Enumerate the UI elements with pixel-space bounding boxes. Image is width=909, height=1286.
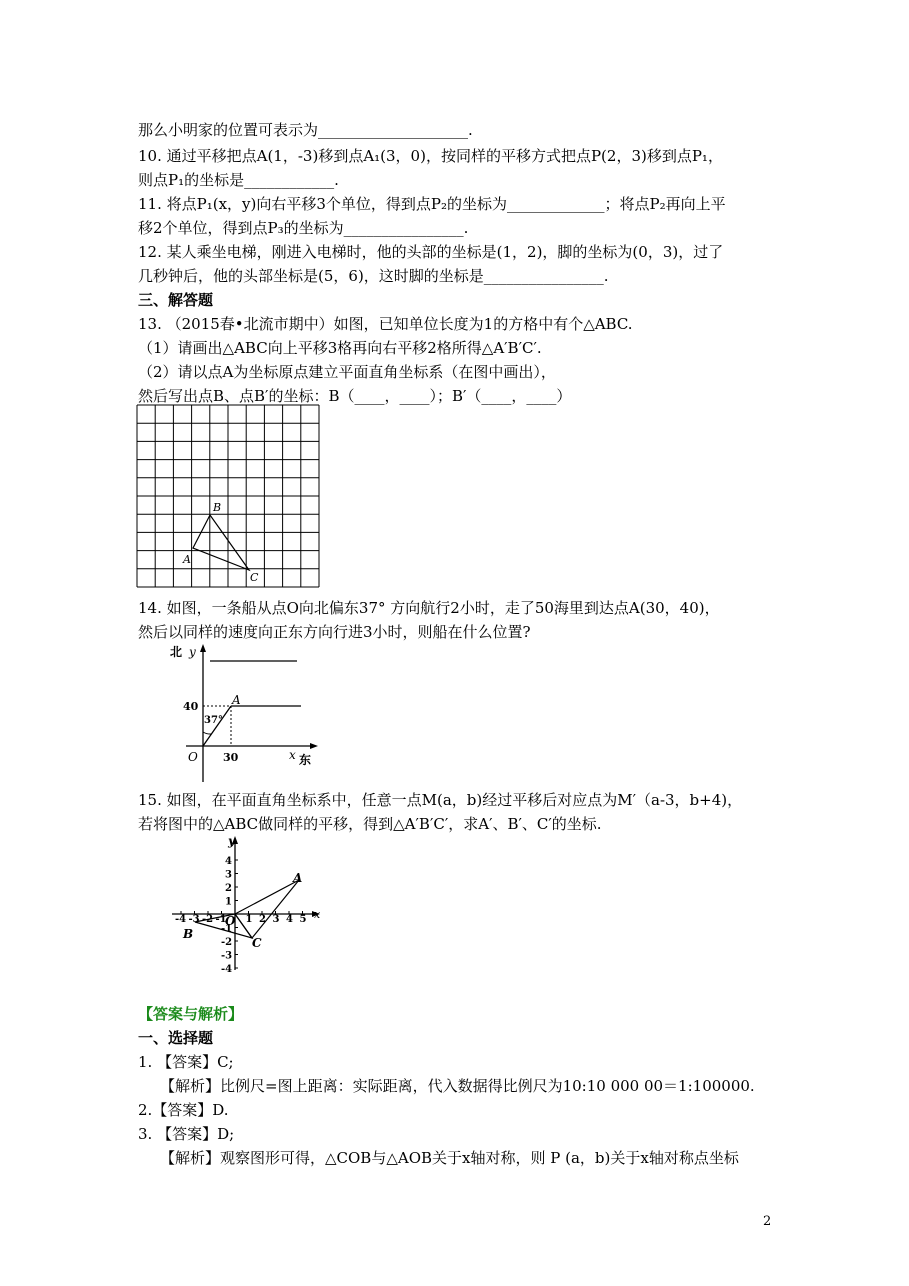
label-o: O <box>188 750 198 764</box>
y-tick-label: -4 <box>221 964 233 974</box>
label-30: 30 <box>223 751 239 764</box>
label-north: 北 <box>170 645 183 659</box>
label-y: y <box>189 645 196 659</box>
q10-line2: 则点P₁的坐标是____________. <box>138 171 339 189</box>
q11-line2: 移2个单位，得到点P₃的坐标为________________. <box>138 219 469 237</box>
figure-14-ship <box>166 642 326 787</box>
q14-line2: 然后以同样的速度向正东方向行进3小时，则船在什么位置? <box>138 623 531 641</box>
y-tick-label: -2 <box>221 937 233 948</box>
y-tick-label: -1 <box>221 923 233 935</box>
x-tick-label: 3 <box>272 914 280 925</box>
answer-3: 3. 【答案】D; <box>138 1125 235 1143</box>
page-number: 2 <box>763 1214 772 1229</box>
q13-part2: （2）请以点A为坐标原点建立平面直角坐标系（在图中画出）， <box>138 363 556 381</box>
label-c: C <box>252 936 262 950</box>
q14-line1: 14. 如图，一条船从点O向北偏东37° 方向航行2小时，走了50海里到达点A(30，40)， <box>138 599 720 617</box>
analysis-3: 【解析】观察图形可得，△COB与△AOB关于x轴对称，则 P (a，b)关于x轴对称点坐标 <box>160 1149 739 1167</box>
x-tick-label: 4 <box>286 914 293 925</box>
label-o: O <box>225 914 236 928</box>
answers-heading: 【答案与解析】 <box>138 1005 244 1023</box>
label-40: 40 <box>183 700 199 713</box>
answer-2: 2.【答案】D. <box>138 1101 229 1119</box>
y-tick-label: 4 <box>225 856 232 867</box>
analysis-1: 【解析】比例尺=图上距离：实际距离，代入数据得比例尺为10:10 000 00＝1:100000. <box>160 1077 755 1095</box>
label-a: A <box>183 553 191 566</box>
q11-line1: 11. 将点P₁(x，y)向右平移3个单位，得到点P₂的坐标为_____________；将点P₂再向上平 <box>138 195 726 213</box>
q13-line1: 13. （2015春•北流市期中）如图，已知单位长度为1的方格中有个△ABC. <box>138 315 633 333</box>
q15-line1: 15. 如图，在平面直角坐标系中，任意一点M(a，b)经过平移后对应点为M′（a-3，b+4)， <box>138 791 743 809</box>
label-x: x <box>289 748 296 762</box>
q12-line2: 几秒钟后，他的头部坐标是(5，6)，这时脚的坐标是________________. <box>138 267 609 285</box>
figure-13-grid <box>136 404 322 590</box>
q13-line4: 然后写出点B、点B′的坐标：B（____，____）；B′（____，____） <box>138 387 572 405</box>
q10-line1: 10. 通过平移把点A(1，-3)移到点A₁(3，0)，按同样的平移方式把点P(2，3)移到点P₁， <box>138 147 723 165</box>
label-a: A <box>232 693 241 707</box>
answer-1: 1. 【答案】C; <box>138 1053 234 1071</box>
x-tick-label: 1 <box>245 914 253 925</box>
label-east: 东 <box>299 753 312 767</box>
label-b: B <box>183 927 194 941</box>
x-tick-label: 5 <box>299 914 307 925</box>
y-tick-label: 2 <box>225 883 232 894</box>
x-tick-label: -3 <box>188 914 200 925</box>
figure-15-coordinate <box>168 832 328 974</box>
section-heading-solve: 三、解答题 <box>138 291 214 309</box>
answers-section-choice: 一、选择题 <box>138 1029 214 1047</box>
y-tick-label: -3 <box>221 950 233 962</box>
label-y: y <box>228 834 235 848</box>
x-tick-label: -1 <box>215 914 227 925</box>
y-tick-label: 1 <box>225 896 232 908</box>
label-37deg: 37° <box>204 715 223 726</box>
x-tick-label: 2 <box>259 914 266 925</box>
q12-line1: 12. 某人乘坐电梯，刚进入电梯时，他的头部的坐标是(1，2)，脚的坐标为(0，3)，过了 <box>138 243 724 261</box>
x-tick-label: -2 <box>202 914 214 925</box>
q15-line2: 若将图中的△ABC做同样的平移，得到△A′B′C′，求A′、B′、C′的坐标. <box>138 815 602 833</box>
y-tick-label: 3 <box>225 869 232 881</box>
label-c: C <box>250 571 259 584</box>
label-b: B <box>213 501 222 514</box>
q9-tail: 那么小明家的位置可表示为____________________. <box>138 121 473 139</box>
x-tick-label: -4 <box>175 914 187 925</box>
label-a: A <box>293 871 303 885</box>
label-x: x <box>314 908 321 921</box>
q13-part1: （1）请画出△ABC向上平移3格再向右平移2格所得△A′B′C′. <box>138 339 542 357</box>
